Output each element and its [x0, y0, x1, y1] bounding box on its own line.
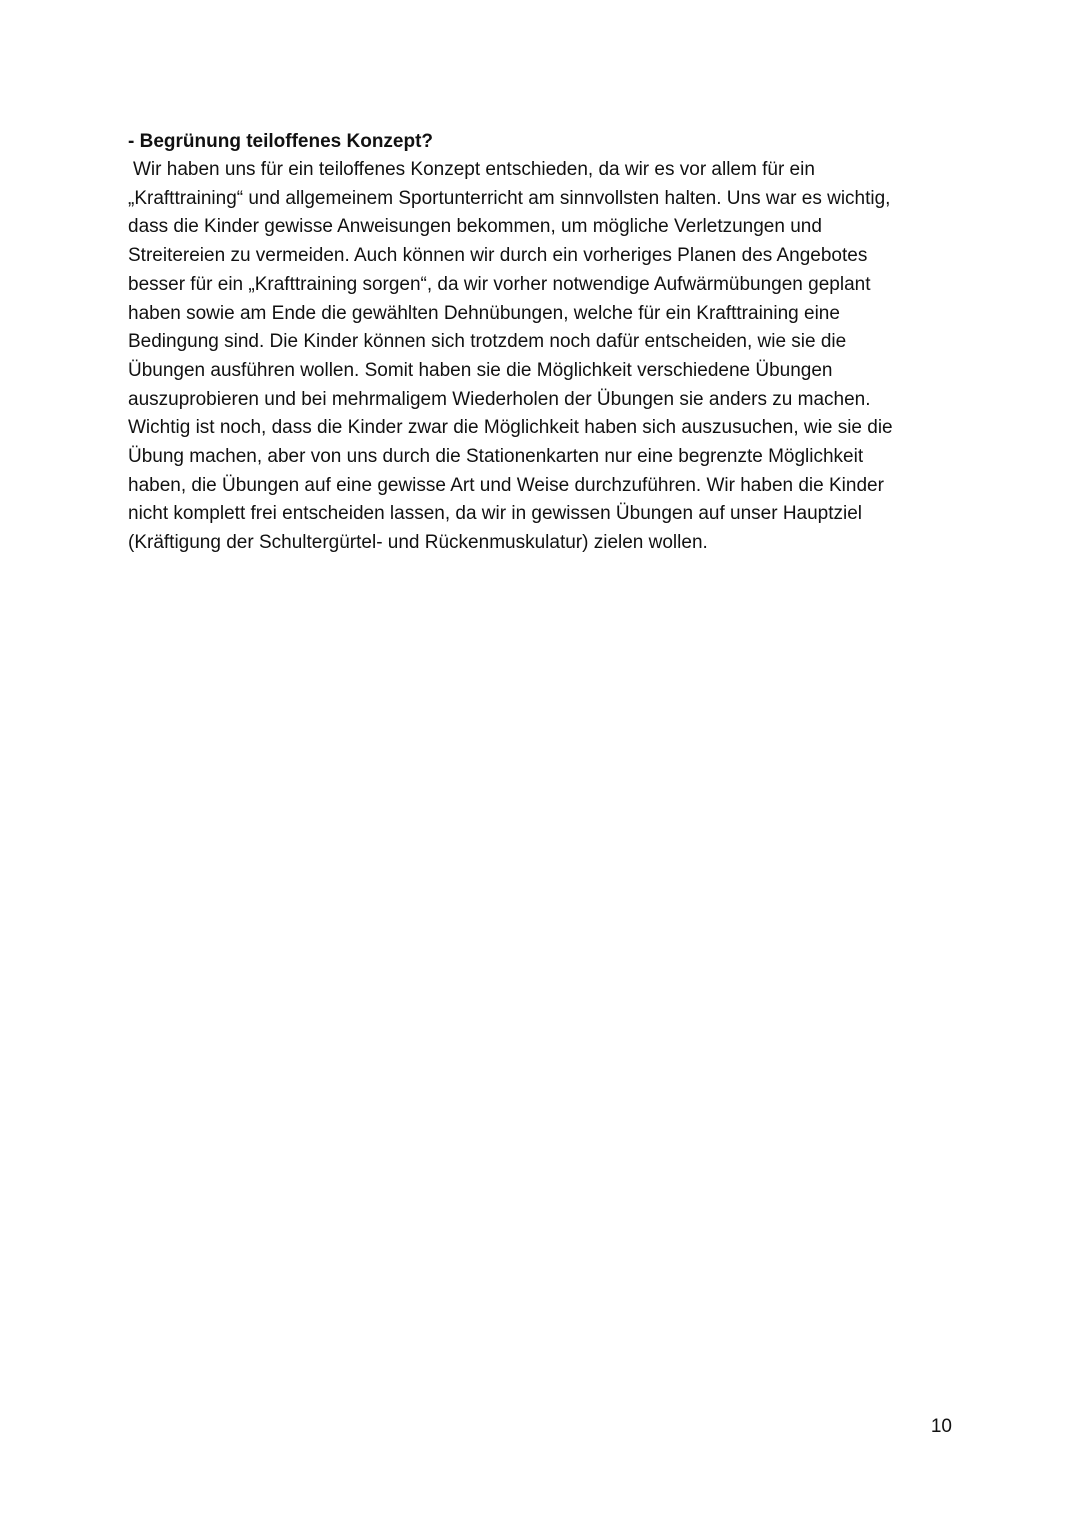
paragraph-line: besser für ein „Krafttraining sorgen“, da wir vorher notwendige Aufwärmübungen geplant	[128, 273, 871, 295]
paragraph-line: haben, die Übungen auf eine gewisse Art und Weise durchzuführen. Wir haben die Kinder	[128, 474, 884, 496]
section-heading: - Begrünung teiloffenes Konzept?	[128, 131, 434, 152]
paragraph-line: nicht komplett frei entscheiden lassen, da wir in gewissen Übungen auf unser Hauptziel	[128, 503, 863, 525]
paragraph-line: auszuprobieren und bei mehrmaligem Wiederholen der Übungen sie anders zu machen.	[128, 388, 871, 410]
body-paragraph	[128, 156, 958, 558]
paragraph-line: haben sowie am Ende die gewählten Dehnübungen, welche für ein Krafttraining eine	[128, 302, 840, 324]
paragraph-line: „Krafttraining“ und allgemeinem Sportunterricht am sinnvollsten halten. Uns war es wichtig,	[128, 187, 891, 209]
document-content	[128, 127, 958, 558]
paragraph-line: dass die Kinder gewisse Anweisungen bekommen, um mögliche Verletzungen und	[128, 216, 822, 238]
paragraph-line: Streitereien zu vermeiden. Auch können wir durch ein vorheriges Planen des Angebotes	[128, 245, 868, 267]
page-number: 10	[930, 1416, 952, 1437]
paragraph-line: Übung machen, aber von uns durch die Stationenkarten nur eine begrenzte Möglichkeit	[128, 446, 864, 468]
paragraph-line: Wichtig ist noch, dass die Kinder zwar die Möglichkeit haben sich auszusuchen, wie sie die	[128, 417, 893, 439]
paragraph-line: Bedingung sind. Die Kinder können sich trotzdem noch dafür entscheiden, wie sie die	[128, 331, 847, 353]
paragraph-line: Wir haben uns für ein teiloffenes Konzept entschieden, da wir es vor allem für ein	[133, 159, 815, 180]
paragraph-line: Übungen ausführen wollen. Somit haben sie die Möglichkeit verschiedene Übungen	[128, 359, 833, 381]
paragraph-line: (Kräftigung der Schultergürtel- und Rückenmuskulatur) zielen wollen.	[128, 532, 708, 554]
